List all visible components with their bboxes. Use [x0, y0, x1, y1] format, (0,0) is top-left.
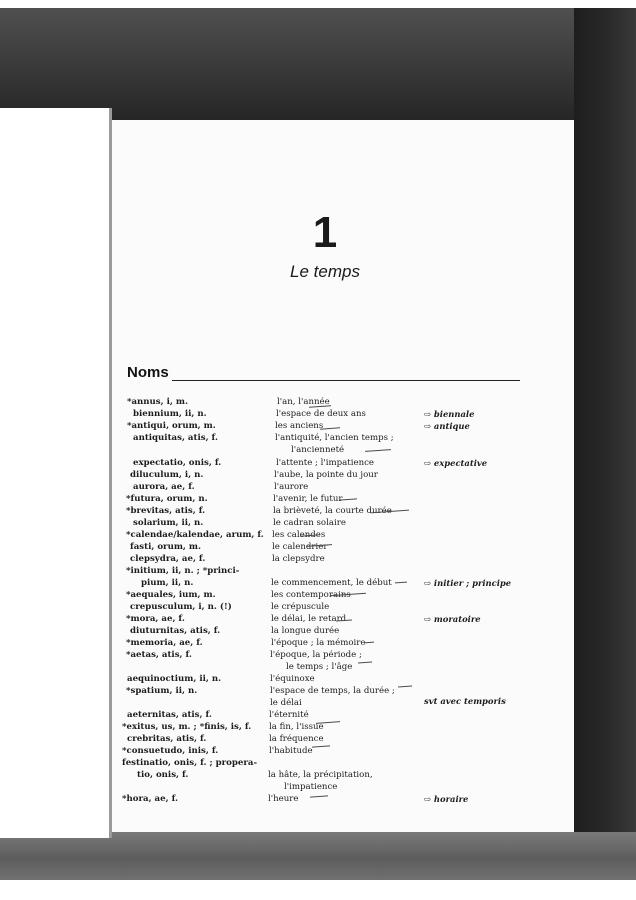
latin-declension: , atis, f. [170, 734, 207, 744]
latin-headword: *aetas [126, 650, 156, 660]
vocab-entry [0, 757, 636, 769]
latin-term [133, 432, 218, 444]
french-translation: l'époque, la période ; [270, 650, 362, 660]
vocab-entry [0, 613, 636, 625]
vocab-entry [0, 661, 636, 673]
vocab-entry [0, 649, 636, 661]
latin-term [126, 685, 197, 697]
latin-headword: *antiqui [127, 421, 167, 431]
french-translation: l'aube, la pointe du jour [274, 470, 378, 480]
vocab-entry [0, 697, 636, 709]
latin-headword: festinatio [122, 758, 169, 768]
vocab-entry [0, 685, 636, 697]
latin-term [133, 408, 207, 420]
vocab-entry [0, 601, 636, 613]
latin-headword: clepsydra [130, 554, 176, 564]
latin-term [133, 481, 195, 493]
latin-term [122, 721, 251, 733]
latin-declension: , orum, m. [166, 421, 216, 431]
french-translation: les anciens [275, 421, 324, 431]
latin-headword: solarium [133, 518, 176, 528]
latin-term [130, 469, 203, 481]
derivative-reference: ⇨ horaire [424, 794, 469, 804]
latin-headword: aeternitas [127, 710, 176, 720]
vocab-entry [0, 541, 636, 553]
french-translation: l'habitude [269, 746, 313, 756]
vocab-entry [0, 553, 636, 565]
latin-headword: *annus [127, 397, 161, 407]
vocab-entry [0, 457, 636, 469]
french-translation: la hâte, la précipitation, [268, 770, 373, 780]
latin-headword: *aequales [126, 590, 173, 600]
french-translation: le crépuscule [271, 602, 330, 612]
latin-term [126, 649, 192, 661]
vocab-entry [0, 408, 636, 420]
latin-term [126, 613, 185, 625]
latin-declension: , ae, f. [165, 482, 195, 492]
vocab-entry [0, 517, 636, 529]
vocab-entry [0, 673, 636, 685]
french-translation: l'aurore [274, 482, 309, 492]
french-translation: l'espace de temps, la durée ; [270, 686, 395, 696]
latin-declension: , ae, f. [175, 554, 206, 564]
latin-headword: crebritas [127, 734, 171, 744]
latin-declension: , arum, f. [220, 530, 264, 540]
latin-declension: , ii, n. [178, 409, 207, 419]
latin-term [133, 457, 221, 469]
latin-headword: *hora [122, 794, 149, 804]
latin-headword: *futura [126, 494, 161, 504]
french-translation: l'espace de deux ans [276, 409, 366, 419]
latin-declension: , atis, f. [181, 433, 218, 443]
latin-term [127, 673, 221, 685]
latin-term [127, 709, 212, 721]
latin-term [141, 577, 193, 589]
vocab-entry [0, 444, 636, 456]
latin-term [126, 637, 203, 649]
latin-declension: , ii, n. [165, 578, 194, 588]
french-translation: l'an, l'année [277, 397, 330, 407]
vocab-entry [0, 781, 636, 793]
vocab-entry [0, 432, 636, 444]
latin-term [137, 769, 188, 781]
section-rule [172, 380, 520, 381]
latin-headword: *brevitas [126, 506, 170, 516]
latin-headword: *calendae/kalendae [126, 530, 221, 540]
latin-declension: , ae, f. [173, 638, 203, 648]
french-translation: l'époque ; la mémoire [271, 638, 366, 648]
vocab-entry [0, 589, 636, 601]
latin-declension: , onis, f. [149, 770, 189, 780]
derivative-reference: ⇨ moratoire [424, 614, 481, 624]
french-translation: l'ancienneté [291, 445, 345, 455]
latin-headword: *spatium [126, 686, 170, 696]
french-translation: la fréquence [269, 734, 324, 744]
vocab-entry [0, 733, 636, 745]
latin-declension: , atis, f. [184, 626, 221, 636]
chapter-title: Le temps [290, 262, 360, 281]
latin-headword: *consuetudo [122, 746, 183, 756]
latin-headword: crepusculum [130, 602, 193, 612]
french-translation: la fin, l'issue [269, 722, 324, 732]
french-translation: la clepsydre [272, 554, 325, 564]
latin-headword: biennium [133, 409, 179, 419]
latin-declension: , i, m. [160, 397, 188, 407]
latin-headword: antiquitas [133, 433, 182, 443]
latin-term [122, 745, 218, 757]
latin-declension: , atis, f. [175, 710, 212, 720]
latin-headword: aequinoctium [127, 674, 194, 684]
latin-term [127, 733, 206, 745]
latin-declension: , ii, n. [193, 674, 222, 684]
latin-headword: expectatio [133, 458, 183, 468]
french-translation: la brièveté, la courte durée [273, 506, 392, 516]
latin-declension: , onis, f. [182, 458, 222, 468]
latin-declension: , ii, n. ; *princi- [165, 566, 240, 576]
latin-term [126, 589, 216, 601]
latin-declension: , i, n. [178, 470, 204, 480]
french-translation: le temps ; l'âge [286, 662, 353, 672]
latin-term [126, 565, 239, 577]
vocab-entry [0, 469, 636, 481]
latin-headword: aurora [133, 482, 166, 492]
latin-declension: , ae, f. [148, 794, 178, 804]
french-translation: l'antiquité, l'ancien temps ; [275, 433, 394, 443]
french-translation: le commencement, le début [271, 578, 392, 588]
latin-headword: tio [137, 770, 150, 780]
latin-term [130, 601, 232, 613]
french-translation: les contemporains [271, 590, 351, 600]
vocab-entry [0, 577, 636, 589]
latin-term [122, 757, 257, 769]
french-translation: l'équinoxe [270, 674, 315, 684]
latin-declension: , orum, m. [151, 542, 201, 552]
latin-declension: , inis, f. [182, 746, 219, 756]
latin-term [122, 793, 178, 805]
french-translation: l'avenir, le futur [273, 494, 343, 504]
latin-term [126, 505, 205, 517]
vocab-entry [0, 793, 636, 805]
latin-term [130, 553, 205, 565]
latin-declension: , ium, m. [172, 590, 216, 600]
vocab-entry [0, 565, 636, 577]
latin-headword: *exitus [122, 722, 156, 732]
french-translation: le délai [270, 698, 302, 708]
latin-declension: , onis, f. ; propera- [168, 758, 258, 768]
french-translation: le calendrier [272, 542, 328, 552]
french-translation: le cadran solaire [273, 518, 346, 528]
latin-declension: , atis, f. [155, 650, 192, 660]
latin-headword: diluculum [130, 470, 179, 480]
french-translation: les calendes [272, 530, 326, 540]
vocab-entry [0, 625, 636, 637]
latin-term [130, 625, 220, 637]
latin-term [126, 529, 264, 541]
french-translation: le délai, le retard [271, 614, 347, 624]
vocab-entry [0, 481, 636, 493]
latin-term [127, 420, 216, 432]
latin-declension: , ii, n. [175, 518, 204, 528]
french-translation: l'éternité [269, 710, 309, 720]
french-translation: la longue durée [271, 626, 340, 636]
vocab-entry [0, 769, 636, 781]
scanner-top-shadow [0, 8, 636, 120]
vocab-entry [0, 637, 636, 649]
latin-term [130, 541, 201, 553]
french-translation: l'impatience [284, 782, 338, 792]
latin-declension: , orum, n. [160, 494, 208, 504]
latin-declension: , ii, n. [169, 686, 198, 696]
latin-headword: *memoria [126, 638, 174, 648]
derivative-reference: ⇨ initier ; principe [424, 578, 512, 588]
latin-declension: , atis, f. [169, 506, 206, 516]
latin-headword: fasti [130, 542, 152, 552]
scanner-bottom-shadow [0, 832, 636, 880]
vocab-entry [0, 420, 636, 432]
latin-term [133, 517, 203, 529]
latin-term [126, 493, 208, 505]
latin-declension: , i, n. (!) [192, 602, 232, 612]
derivative-reference: ⇨ antique [424, 421, 470, 431]
latin-term [127, 396, 188, 408]
latin-headword: *initium [126, 566, 166, 576]
derivative-reference: svt avec temporis [424, 696, 506, 706]
vocab-entry [0, 493, 636, 505]
chapter-number: 1 [312, 208, 338, 257]
derivative-reference: ⇨ expectative [424, 458, 488, 468]
section-heading: Noms [127, 364, 169, 381]
french-translation: l'attente ; l'impatience [276, 458, 375, 468]
latin-declension: , ae, f. [155, 614, 185, 624]
vocab-entry [0, 709, 636, 721]
latin-headword: diuturnitas [130, 626, 185, 636]
french-translation: l'heure [268, 794, 299, 804]
latin-declension: , us, m. ; *finis, is, f. [155, 722, 252, 732]
latin-headword: *mora [126, 614, 156, 624]
latin-headword: pium [141, 578, 166, 588]
derivative-reference: ⇨ biennale [424, 409, 475, 419]
vocab-entry [0, 505, 636, 517]
